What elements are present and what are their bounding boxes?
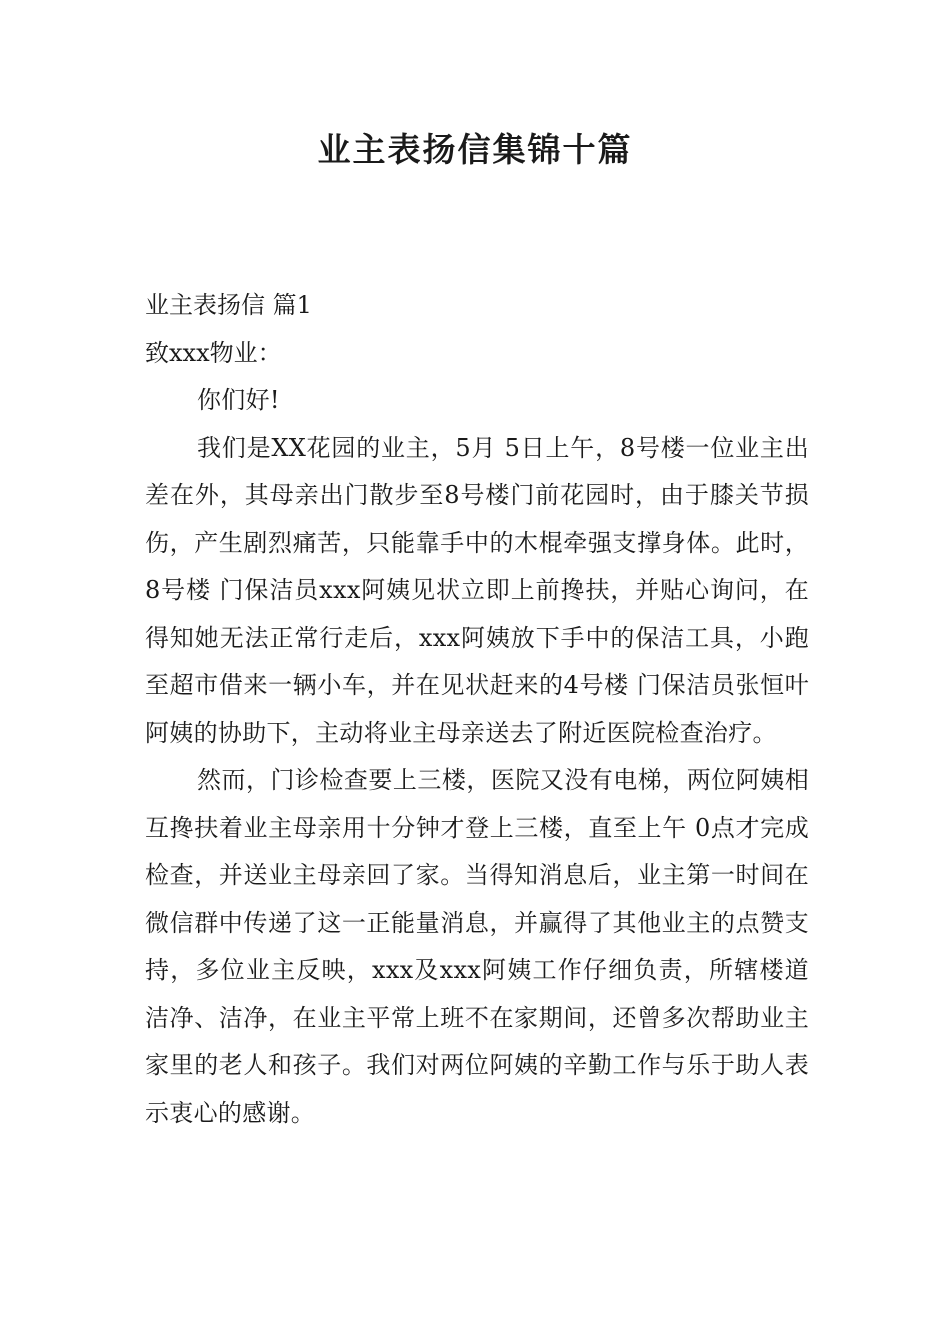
paragraph-1: 我们是XX花园的业主，5月 5日上午，8号楼一位业主出差在外，其母亲出门散步至8号楼门前花园时，由于膝关节损伤，产生剧烈痛苦，只能靠手中的木棍牵强支撑身体。此时，8号楼 门保洁员xxx阿姨见状立即上前搀扶，并贴心询问，在得知她无法正常行走后，xxx阿姨放下手中的保洁工具，小跑至超市借来一辆小车，并在见状赶来的4号楼 门保洁员张恒叶阿姨的协助下，主动将业主母亲送去了附近医院检查治疗。 bbox=[145, 433, 809, 747]
greeting: 你们好! bbox=[197, 386, 280, 414]
document-title: 业主表扬信集锦十篇 bbox=[317, 130, 633, 169]
section-heading: 业主表扬信 篇1 bbox=[145, 291, 312, 319]
letter-body bbox=[145, 281, 809, 1137]
paragraph-2: 然而，门诊检查要上三楼，医院又没有电梯，两位阿姨相互搀扶着业主母亲用十分钟才登上三楼，直至上午 0点才完成检查，并送业主母亲回了家。当得知消息后，业主第一时间在微信群中传递了这一正能量消息，并赢得了其他业主的点赞支持，多位业主反映，xxx及xxx阿姨工作仔细负责，所辖楼道洁净、洁净，在业主平常上班不在家期间，还曾多次帮助业主家里的老人和孩子。我们对两位阿姨的辛勤工作与乐于助人表示衷心的感谢。 bbox=[145, 766, 809, 1127]
salutation: 致xxx物业： bbox=[145, 339, 282, 367]
